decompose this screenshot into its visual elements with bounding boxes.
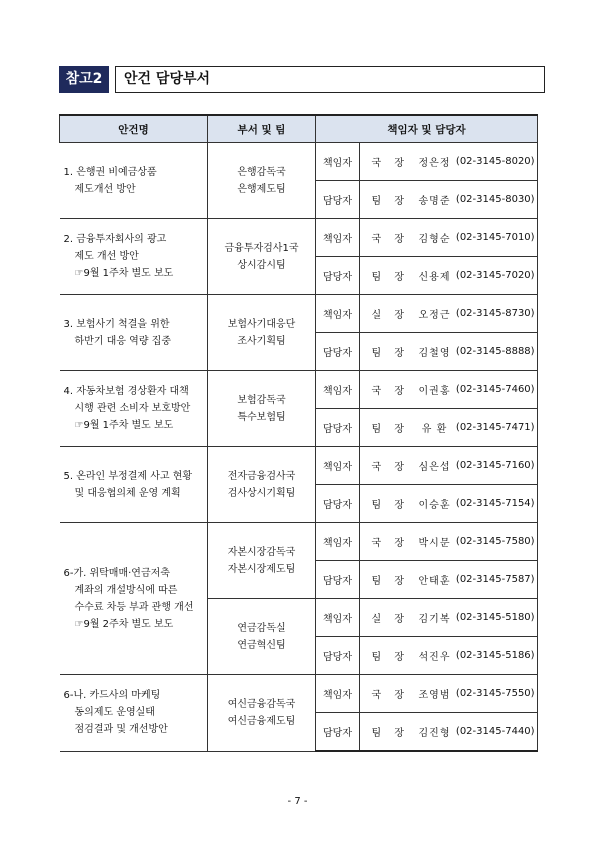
contact-phone: (02-3145-7580): [454, 523, 538, 561]
department-cell: [208, 219, 316, 295]
contact-name: 오정근: [416, 295, 454, 333]
contact-position: 실 장: [360, 295, 416, 333]
agenda-cell: [60, 523, 208, 675]
contact-name: 심은섭: [416, 447, 454, 485]
contact-phone: (02-3145-7020): [454, 257, 538, 295]
contact-position: 국 장: [360, 143, 416, 181]
contact-position: 국 장: [360, 675, 416, 713]
contact-name: 유 환: [416, 409, 454, 447]
contact-position: 팀 장: [360, 713, 416, 752]
contact-position: 팀 장: [360, 257, 416, 295]
section-header: [59, 66, 537, 93]
contact-position: 팀 장: [360, 485, 416, 523]
contact-name: 김진형: [416, 713, 454, 752]
contact-role: 담당자: [316, 257, 360, 295]
column-header-contact: 책임자 및 담당자: [316, 115, 538, 143]
contact-role: 책임자: [316, 675, 360, 713]
section-title: 안건 담당부서: [115, 66, 545, 93]
agenda-line: ☞9월 1주차 별도 보도: [74, 268, 174, 279]
contact-role: 담당자: [316, 637, 360, 675]
contact-phone: (02-3145-7010): [454, 219, 538, 257]
team-name: 은행제도팀: [237, 183, 286, 195]
contact-phone: (02-3145-8730): [454, 295, 538, 333]
table-row: [60, 295, 538, 333]
agenda-line: 제도 개선 방안: [74, 251, 139, 262]
contact-role: 책임자: [316, 599, 360, 637]
contact-position: 실 장: [360, 599, 416, 637]
contact-position: 팀 장: [360, 409, 416, 447]
contact-phone: (02-3145-7440): [454, 713, 538, 752]
contact-role: 책임자: [316, 523, 360, 561]
contact-name: 석진우: [416, 637, 454, 675]
contact-name: 이승훈: [416, 485, 454, 523]
column-header-dept: 부서 및 팀: [208, 115, 316, 143]
contact-role: 책임자: [316, 295, 360, 333]
contact-role: 책임자: [316, 371, 360, 409]
contact-position: 팀 장: [360, 333, 416, 371]
table-row: [60, 219, 538, 257]
contact-name: 신용제: [416, 257, 454, 295]
department-cell: [208, 599, 316, 675]
department-cell: [208, 371, 316, 447]
agenda-line: 제도개선 방안: [74, 183, 136, 195]
department-name: 금융투자검사1국: [224, 242, 299, 254]
contact-phone: (02-3145-7460): [454, 371, 538, 409]
team-name: 상시감시팀: [237, 259, 286, 271]
department-cell: [208, 523, 316, 599]
agenda-line: 계좌의 개설방식에 따른: [74, 584, 178, 596]
agenda-cell: [60, 219, 208, 295]
contact-phone: (02-3145-5180): [454, 599, 538, 637]
department-name: 보험감독국: [237, 394, 286, 406]
contact-position: 팀 장: [360, 637, 416, 675]
agenda-cell: [60, 675, 208, 752]
team-name: 여신금융제도팀: [227, 715, 296, 727]
page-number: - 7 -: [287, 796, 308, 807]
team-name: 특수보험팀: [237, 411, 286, 423]
contact-name: 김철영: [416, 333, 454, 371]
table-row: [60, 371, 538, 409]
agenda-line: 4. 자동차보험 경상환자 대책: [63, 386, 189, 397]
reference-badge: 참고2: [59, 66, 109, 93]
table-row: [60, 447, 538, 485]
agenda-line: 6-가. 위탁매매·연금저축: [63, 567, 170, 579]
table-row: [60, 523, 538, 561]
contact-role: 담당자: [316, 333, 360, 371]
agenda-line: 수수료 차등 부과 관행 개선: [74, 601, 194, 613]
agenda-cell: [60, 447, 208, 523]
agenda-cell: [60, 371, 208, 447]
contact-role: 담당자: [316, 409, 360, 447]
table-row: [60, 143, 538, 181]
table-row: [60, 675, 538, 713]
contact-name: 송명준: [416, 181, 454, 219]
department-cell: [208, 447, 316, 523]
contact-role: 담당자: [316, 181, 360, 219]
contact-phone: (02-3145-7587): [454, 561, 538, 599]
contact-name: 이권홍: [416, 371, 454, 409]
agenda-line: 및 대응협의체 운영 계획: [74, 487, 181, 499]
contact-role: 담당자: [316, 713, 360, 752]
team-name: 검사상시기획팀: [227, 487, 296, 499]
table-header-row: [60, 115, 538, 143]
team-name: 자본시장제도팀: [227, 563, 296, 575]
agenda-line: 5. 온라인 부정결제 사고 현황: [63, 470, 193, 482]
team-name: 조사기획팀: [237, 335, 286, 347]
contact-position: 국 장: [360, 219, 416, 257]
agenda-line: 6-나. 카드사의 마케팅: [63, 690, 161, 702]
agenda-cell: [60, 295, 208, 371]
department-table: [59, 114, 538, 752]
department-name: 연금감독실: [237, 622, 286, 634]
contact-name: 박시문: [416, 523, 454, 561]
contact-phone: (02-3145-7160): [454, 447, 538, 485]
agenda-cell: [60, 143, 208, 219]
agenda-line: 3. 보험사기 척결을 위한: [63, 318, 170, 330]
contact-name: 정은정: [416, 143, 454, 181]
agenda-line: 2. 금융투자회사의 광고: [63, 234, 167, 245]
contact-position: 국 장: [360, 523, 416, 561]
contact-role: 책임자: [316, 219, 360, 257]
agenda-line: 1. 은행권 비예금상품: [63, 166, 157, 178]
agenda-line: 하반기 대응 역량 집중: [74, 335, 171, 347]
contact-position: 국 장: [360, 371, 416, 409]
contact-position: 팀 장: [360, 561, 416, 599]
agenda-line: 동의제도 운영실태: [74, 707, 155, 719]
contact-phone: (02-3145-7550): [454, 675, 538, 713]
contact-name: 김기복: [416, 599, 454, 637]
agenda-line: ☞9월 2주차 별도 보도: [74, 618, 174, 630]
contact-role: 담당자: [316, 485, 360, 523]
contact-phone: (02-3145-8020): [454, 143, 538, 181]
agenda-line: 점검결과 및 개선방안: [74, 724, 168, 736]
contact-phone: (02-3145-5186): [454, 637, 538, 675]
department-name: 전자금융검사국: [227, 470, 296, 482]
department-cell: [208, 143, 316, 219]
contact-name: 조영범: [416, 675, 454, 713]
contact-phone: (02-3145-8888): [454, 333, 538, 371]
contact-position: 국 장: [360, 447, 416, 485]
department-cell: [208, 295, 316, 371]
contact-position: 팀 장: [360, 181, 416, 219]
contact-name: 안태훈: [416, 561, 454, 599]
contact-phone: (02-3145-7471): [454, 409, 538, 447]
team-name: 연금혁신팀: [237, 639, 286, 651]
department-name: 여신금융감독국: [227, 698, 296, 710]
agenda-line: 시행 관련 소비자 보호방안: [74, 403, 191, 414]
column-header-agenda: 안건명: [60, 115, 208, 143]
contact-name: 김형순: [416, 219, 454, 257]
department-name: 은행감독국: [237, 166, 286, 178]
department-name: 자본시장감독국: [227, 546, 296, 558]
department-name: 보험사기대응단: [227, 318, 296, 330]
contact-role: 책임자: [316, 143, 360, 181]
contact-phone: (02-3145-8030): [454, 181, 538, 219]
agenda-line: ☞9월 1주차 별도 보도: [74, 420, 174, 431]
contact-role: 담당자: [316, 561, 360, 599]
contact-role: 책임자: [316, 447, 360, 485]
department-cell: [208, 675, 316, 752]
contact-phone: (02-3145-7154): [454, 485, 538, 523]
